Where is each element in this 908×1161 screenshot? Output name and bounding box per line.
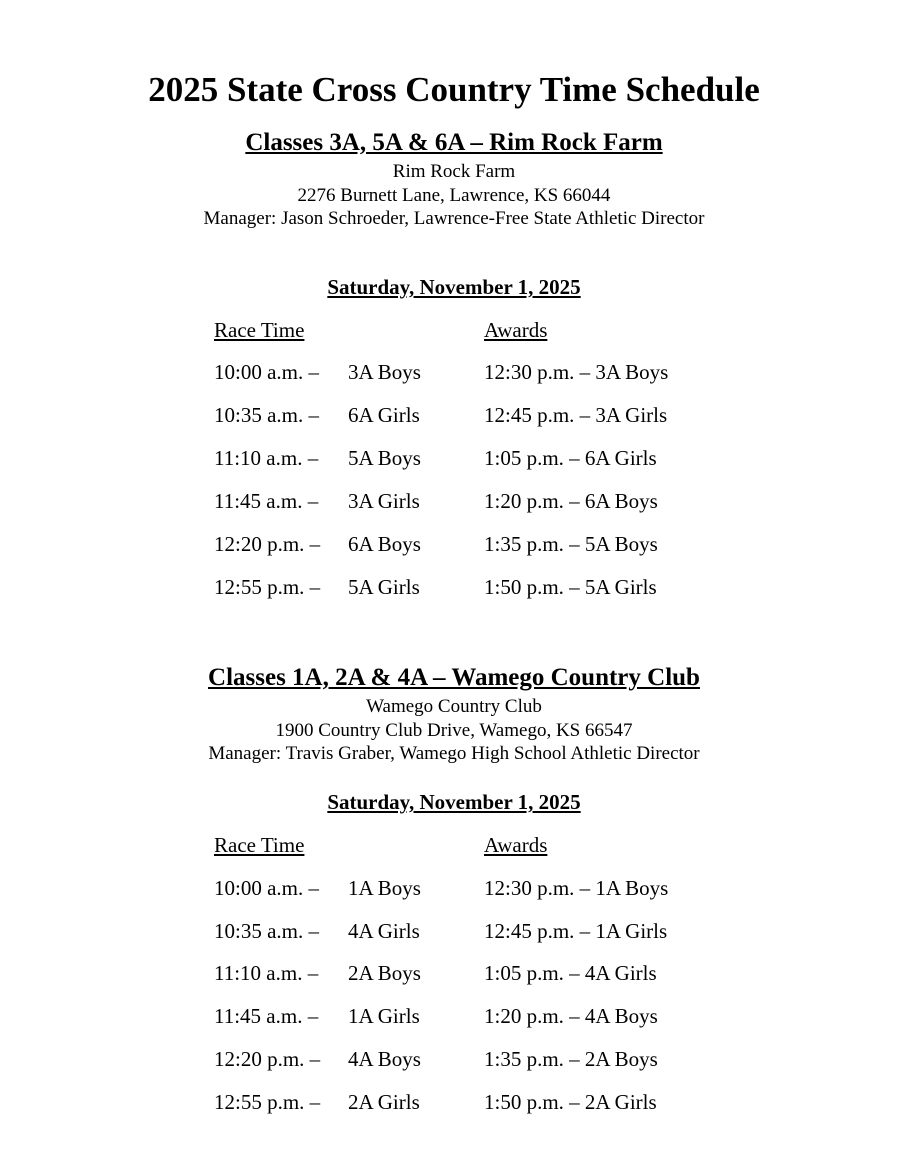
venue-name: Wamego Country Club bbox=[366, 696, 542, 717]
section-heading: Classes 1A, 2A & 4A – Wamego Country Club bbox=[208, 664, 700, 691]
race-time-header: Race Time bbox=[214, 318, 305, 342]
award-entry: 12:45 p.m. – 3A Girls bbox=[484, 403, 668, 427]
venue-address: 2276 Burnett Lane, Lawrence, KS 66044 bbox=[297, 185, 611, 206]
race-division: 4A Girls bbox=[348, 919, 420, 943]
award-entry: 12:45 p.m. – 1A Girls bbox=[484, 919, 668, 943]
race-division: 3A Girls bbox=[348, 489, 420, 513]
award-entry: 1:05 p.m. – 4A Girls bbox=[484, 961, 657, 985]
award-entry: 1:50 p.m. – 5A Girls bbox=[484, 575, 657, 599]
award-entry: 1:35 p.m. – 2A Boys bbox=[484, 1047, 658, 1071]
schedule-row bbox=[0, 532, 908, 562]
race-time: 11:45 a.m. – bbox=[214, 489, 319, 513]
schedule-row bbox=[0, 403, 908, 433]
schedule-row bbox=[0, 446, 908, 476]
venue-manager: Manager: Jason Schroeder, Lawrence-Free State Athletic Director bbox=[203, 208, 705, 229]
race-division: 5A Girls bbox=[348, 575, 420, 599]
race-time: 10:00 a.m. – bbox=[214, 876, 319, 900]
race-time: 11:45 a.m. – bbox=[214, 1004, 319, 1028]
schedule-row bbox=[0, 575, 908, 605]
race-division: 5A Boys bbox=[348, 446, 421, 470]
race-division: 3A Boys bbox=[348, 360, 421, 384]
race-time: 12:20 p.m. – bbox=[214, 532, 321, 556]
awards-header: Awards bbox=[484, 833, 548, 857]
race-division: 6A Girls bbox=[348, 403, 420, 427]
race-time: 10:35 a.m. – bbox=[214, 403, 319, 427]
race-time: 12:55 p.m. – bbox=[214, 1090, 321, 1114]
schedule-row bbox=[0, 1047, 908, 1077]
race-time: 11:10 a.m. – bbox=[214, 961, 319, 985]
schedule-row bbox=[0, 876, 908, 906]
race-division: 1A Boys bbox=[348, 876, 421, 900]
schedule-row bbox=[0, 489, 908, 519]
schedule-row bbox=[0, 919, 908, 949]
schedule-row bbox=[0, 360, 908, 390]
race-time: 12:55 p.m. – bbox=[214, 575, 321, 599]
venue-manager: Manager: Travis Graber, Wamego High School Athletic Director bbox=[208, 743, 700, 764]
award-entry: 12:30 p.m. – 1A Boys bbox=[484, 876, 669, 900]
page-title: 2025 State Cross Country Time Schedule bbox=[148, 70, 760, 109]
award-entry: 1:20 p.m. – 6A Boys bbox=[484, 489, 658, 513]
schedule-row bbox=[0, 961, 908, 991]
award-entry: 1:50 p.m. – 2A Girls bbox=[484, 1090, 657, 1114]
venue-name: Rim Rock Farm bbox=[392, 161, 516, 182]
race-division: 6A Boys bbox=[348, 532, 421, 556]
section-heading: Classes 3A, 5A & 6A – Rim Rock Farm bbox=[245, 129, 663, 156]
award-entry: 1:05 p.m. – 6A Girls bbox=[484, 446, 657, 470]
race-division: 2A Girls bbox=[348, 1090, 420, 1114]
schedule-row bbox=[0, 1004, 908, 1034]
section-date: Saturday, November 1, 2025 bbox=[327, 275, 581, 299]
race-time: 11:10 a.m. – bbox=[214, 446, 319, 470]
award-entry: 1:35 p.m. – 5A Boys bbox=[484, 532, 658, 556]
race-division: 4A Boys bbox=[348, 1047, 421, 1071]
venue-address: 1900 Country Club Drive, Wamego, KS 66547 bbox=[275, 720, 633, 741]
award-entry: 12:30 p.m. – 3A Boys bbox=[484, 360, 669, 384]
race-time: 12:20 p.m. – bbox=[214, 1047, 321, 1071]
race-time: 10:00 a.m. – bbox=[214, 360, 319, 384]
section-date: Saturday, November 1, 2025 bbox=[327, 790, 581, 814]
race-time-header: Race Time bbox=[214, 833, 305, 857]
race-time: 10:35 a.m. – bbox=[214, 919, 319, 943]
race-division: 2A Boys bbox=[348, 961, 421, 985]
schedule-row bbox=[0, 1090, 908, 1120]
award-entry: 1:20 p.m. – 4A Boys bbox=[484, 1004, 658, 1028]
awards-header: Awards bbox=[484, 318, 548, 342]
race-division: 1A Girls bbox=[348, 1004, 420, 1028]
